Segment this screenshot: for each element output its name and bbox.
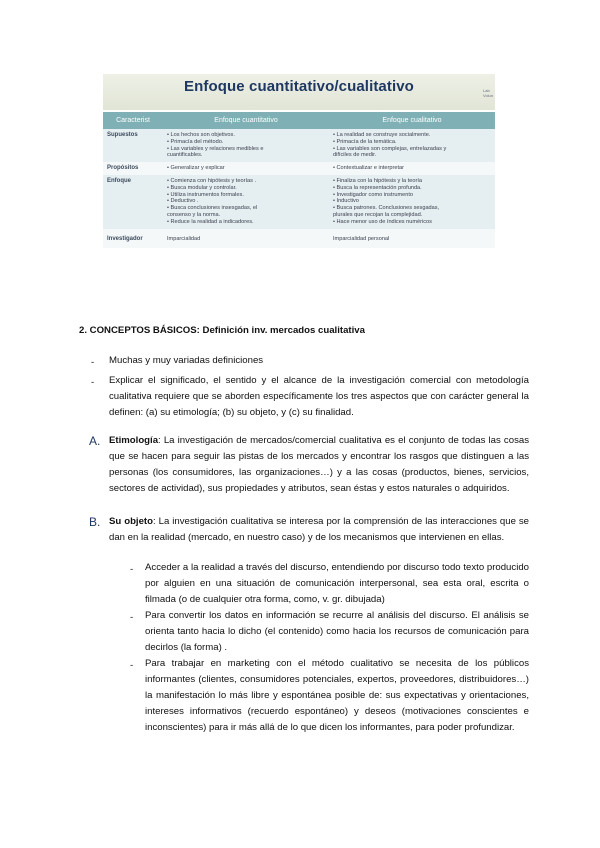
row-label: Supuestos (103, 129, 163, 162)
table-row (103, 175, 495, 229)
cell-line: • Las variables son complejas, entrelazadas y (333, 145, 447, 152)
section-heading-title: Definición inv. mercados cualitativa (199, 325, 365, 336)
table-header: Enfoque cualitativo (329, 112, 495, 129)
object-paragraph (109, 514, 529, 546)
dash-bullet: - (130, 660, 134, 671)
dash-bullet: - (91, 357, 95, 368)
cell-line: difíciles de medir. (333, 152, 377, 159)
table-row (103, 129, 495, 162)
qualitative-cell (329, 129, 495, 162)
table-header: Enfoque cuantitativo (163, 112, 329, 129)
cell-line: • Los hechos son objetivos. (167, 132, 235, 138)
dash-bullet: - (130, 612, 134, 623)
qualitative-cell (329, 162, 495, 175)
item-label: Etimología (109, 435, 159, 446)
table-row (103, 229, 495, 249)
qualitative-cell (329, 175, 495, 229)
cell-line: • Contextualizar e interpretar (333, 165, 404, 172)
cell-line: • Hace menor uso de índices numéricos (333, 218, 432, 225)
list-item: Muchas y muy variadas definiciones (109, 355, 264, 366)
etymology-paragraph (109, 433, 529, 497)
table-header: Caracterist (103, 112, 163, 129)
cell-line: • Generalizar y explicar (167, 165, 225, 172)
section-heading (79, 325, 365, 336)
quantitative-cell (163, 162, 329, 175)
list-item: Para trabajar en marketing con el método cualitativo se necesita de los públicos informantes (clientes, consumidores potenciales, expertos, proveedores, distribuidores…) la manifestación lo más libre y espontánea posible de: sus expectativas y orientaciones, intereses informativos (recuerdo espontáneo) y deseos (motivaciones conscientes e inconscientes) para ir más allá de lo que dicen los informantes, para poder profundizar. (145, 658, 529, 733)
quantitative-cell (163, 229, 329, 249)
item-letter: A. (89, 434, 101, 448)
dash-bullet: - (130, 564, 134, 575)
list-item: Acceder a la realidad a través del discurso, entendiendo por discurso todo texto producido por alguien en una situación de comunicación interpersonal, sea esta oral, escrita o filmada (o de cualquier otra forma, como, v. gr. dibujada) (145, 562, 529, 605)
cell-line: plurales que recojan la complejidad. (333, 211, 423, 218)
comparison-table (103, 112, 495, 248)
slide-title: Enfoque cuantitativo/cualitativo (184, 78, 414, 95)
item-letter: B. (89, 515, 101, 529)
item-label: Su objeto (109, 516, 153, 527)
slide-corner-line: Volun (483, 93, 494, 98)
cell-line: • Las variables y relaciones medibles e (167, 145, 264, 152)
cell-line: • Reduce la realidad a indicadores. (167, 218, 254, 225)
cell-line: • Investigador como instrumento (333, 191, 413, 198)
cell-line: • Inductivo (333, 198, 359, 205)
row-label: Propósitos (103, 162, 163, 175)
row-label: Investigador (103, 229, 163, 249)
cell-line: • Primacía de la temática. (333, 138, 397, 145)
slide-corner-line: Lab (483, 88, 490, 93)
cell-line: Imparcialidad (167, 235, 201, 242)
item-text: : La investigación de mercados/comercial cualitativa es el conjunto de todas las cosas que se hacen para seguir las pistas de los mercados y encontrar los rasgos que distinguen a las personas (los consumidores, las organizaciones…) y a las cosas (productos, bienes, servicios, sectores de actividad), sus propiedades y atributos, sean éstas y estos naturales o adquiridos. (109, 435, 529, 494)
cell-line: • Busca modular y controlar. (167, 184, 237, 191)
cell-line: • Deductivo . (167, 198, 199, 205)
table-row (103, 162, 495, 175)
slide-image (103, 74, 495, 274)
cell-line: consenso y la norma. (167, 211, 221, 218)
list-item: Explicar el significado, el sentido y el alcance de la investigación comercial con metodología cualitativa requiere que se aborden específicamente los tres aspectos que con carácter general la definen: (a) su etimología; (b) su objeto, y (c) su finalidad. (109, 375, 529, 418)
cell-line: • Comienza con hipótesis y teorías . (167, 177, 257, 184)
row-label: Enfoque (103, 175, 163, 229)
quantitative-cell (163, 175, 329, 229)
qualitative-cell (329, 229, 495, 249)
cell-line: • Busca conclusiones insesgadas, el (167, 205, 258, 212)
quantitative-cell (163, 129, 329, 162)
cell-line: • Primacía del método. (167, 138, 224, 145)
cell-line: Imparcialidad personal (333, 235, 390, 242)
cell-line: • La realidad se construye socialmente. (333, 132, 431, 138)
cell-line: cuantificables. (167, 152, 203, 159)
cell-line: • Busca patrones. Conclusiones sesgadas, (333, 205, 440, 212)
cell-line: • Utiliza instrumentos formales. (167, 191, 244, 198)
section-heading-number: 2. CONCEPTOS BÁSICOS: (79, 325, 200, 336)
cell-line: • Finaliza con la hipótesis y la teoría (333, 177, 423, 184)
slide-corner-text (483, 88, 495, 98)
dash-bullet: - (91, 377, 95, 388)
item-text: : La investigación cualitativa se interesa por la comprensión de las interacciones que se dan en la realidad (mercado, en nuestro caso) y de los mecanismos que intervienen en ellas. (109, 516, 529, 543)
list-item: Para convertir los datos en información se recurre al análisis del discurso. El análisis se orienta tanto hacia lo dicho (el contenido) como hacia los recursos de comunicación para decirlos (la forma) . (145, 610, 529, 653)
cell-line: • Busca la representación profunda. (333, 184, 422, 191)
